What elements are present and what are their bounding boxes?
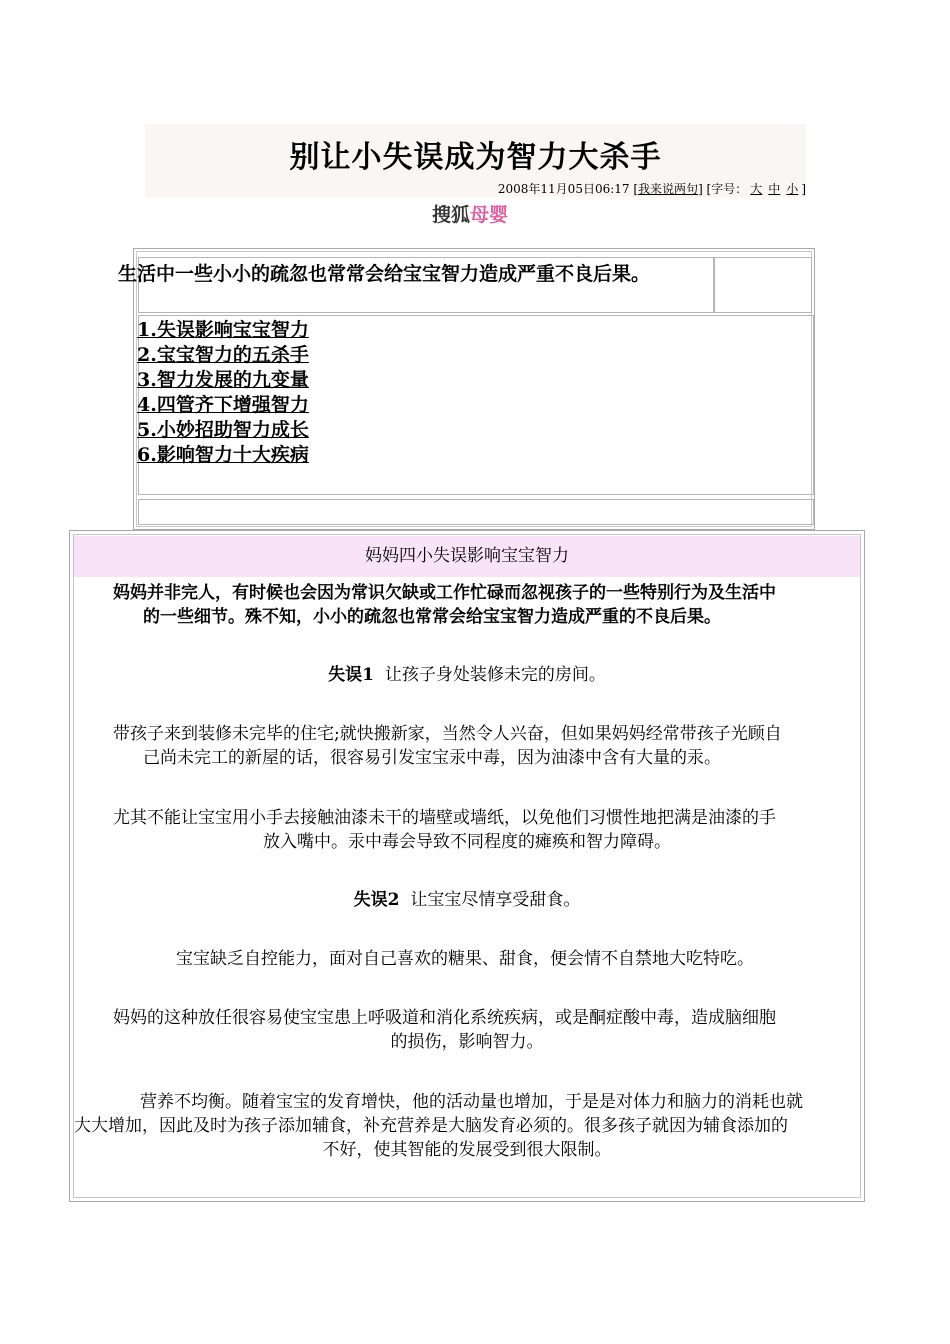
- font-size-small-link[interactable]: 小: [786, 182, 799, 196]
- font-size-large-link[interactable]: 大: [750, 182, 763, 196]
- toc-list: [137, 318, 309, 468]
- paragraph-line: 带孩子来到装修未完毕的住宅;就快搬新家，当然令人兴奋，但如果妈妈经常带孩子光顾自: [113, 724, 782, 744]
- paragraph-line: 放入嘴中。汞中毒会导致不同程度的瘫痪和智力障碍。: [263, 832, 671, 852]
- publish-datetime: 2008年11月05日06:17: [497, 182, 630, 196]
- toc-link[interactable]: 6.影响智力十大疾病: [137, 444, 309, 466]
- intro-line: 的一些细节。殊不知，小小的疏忽也常常会给宝宝智力造成严重的不良后果。: [143, 607, 721, 627]
- paragraph-line: 尤其不能让宝宝用小手去接触油漆未干的墙壁或墙纸，以免他们习惯性地把满是油漆的手: [113, 808, 776, 828]
- paragraph-line: 宝宝缺乏自控能力，面对自己喜欢的糖果、甜食，便会情不自禁地大吃特吃。: [176, 949, 754, 969]
- mistake-2-text: 让宝宝尽情享受甜食。: [410, 890, 581, 910]
- paragraph-line: 己尚未完工的新屋的话，很容易引发宝宝汞中毒，因为油漆中含有大量的汞。: [143, 748, 721, 768]
- mistake-1-text: 让孩子身处装修未完的房间。: [384, 665, 606, 685]
- font-size-medium-link[interactable]: 中: [768, 182, 781, 196]
- page-title: 别让小失误成为智力大杀手: [289, 140, 662, 175]
- toc-side-cell: [714, 257, 812, 313]
- article-meta: 2008年11月05日06:17 [我来说两句] [字号： 大 中 小 ]: [497, 182, 806, 196]
- toc-link[interactable]: 3.智力发展的九变量: [137, 369, 309, 391]
- section-title: 妈妈四小失误影响宝宝智力: [74, 536, 860, 577]
- toc-link[interactable]: 4.四管齐下增强智力: [137, 394, 309, 416]
- toc-footer-cell: [138, 499, 814, 525]
- sohu-baby-logo: 搜狐 母婴: [432, 200, 508, 226]
- toc-link[interactable]: 2.宝宝智力的五杀手: [137, 344, 309, 366]
- mistake-1-label: 失误1: [328, 665, 375, 685]
- paragraph-line: 大大增加，因此及时为孩子添加辅食，补充营养是大脑发育必须的。很多孩子就因为辅食添加的: [74, 1116, 788, 1136]
- paragraph-line: 营养不均衡。随着宝宝的发育增快，他的活动量也增加，于是是对体力和脑力的消耗也就: [140, 1092, 803, 1112]
- toc-link[interactable]: 5.小妙招助智力成长: [137, 419, 309, 441]
- font-size-label: 字号：: [711, 182, 748, 196]
- paragraph-line: 妈妈的这种放任很容易使宝宝患上呼吸道和消化系统疾病，或是酮症酸中毒，造成脑细胞: [113, 1008, 776, 1028]
- mistake-2-heading: [74, 888, 860, 912]
- mistake-2-label: 失误2: [353, 890, 400, 910]
- toc-link[interactable]: 1.失误影响宝宝智力: [137, 319, 309, 341]
- paragraph-line: 不好，使其智能的发展受到很大限制。: [322, 1140, 612, 1160]
- intro-line: 妈妈并非完人，有时候也会因为常识欠缺或工作忙碌而忽视孩子的一些特别行为及生活中: [113, 583, 776, 603]
- comment-link[interactable]: 我来说两句: [638, 182, 699, 196]
- toc-intro: 生活中一些小小的疏忽也常常会给宝宝智力造成严重不良后果。: [118, 263, 651, 285]
- paragraph-line: 的损伤，影响智力。: [390, 1032, 544, 1052]
- mistake-1-heading: [74, 663, 860, 687]
